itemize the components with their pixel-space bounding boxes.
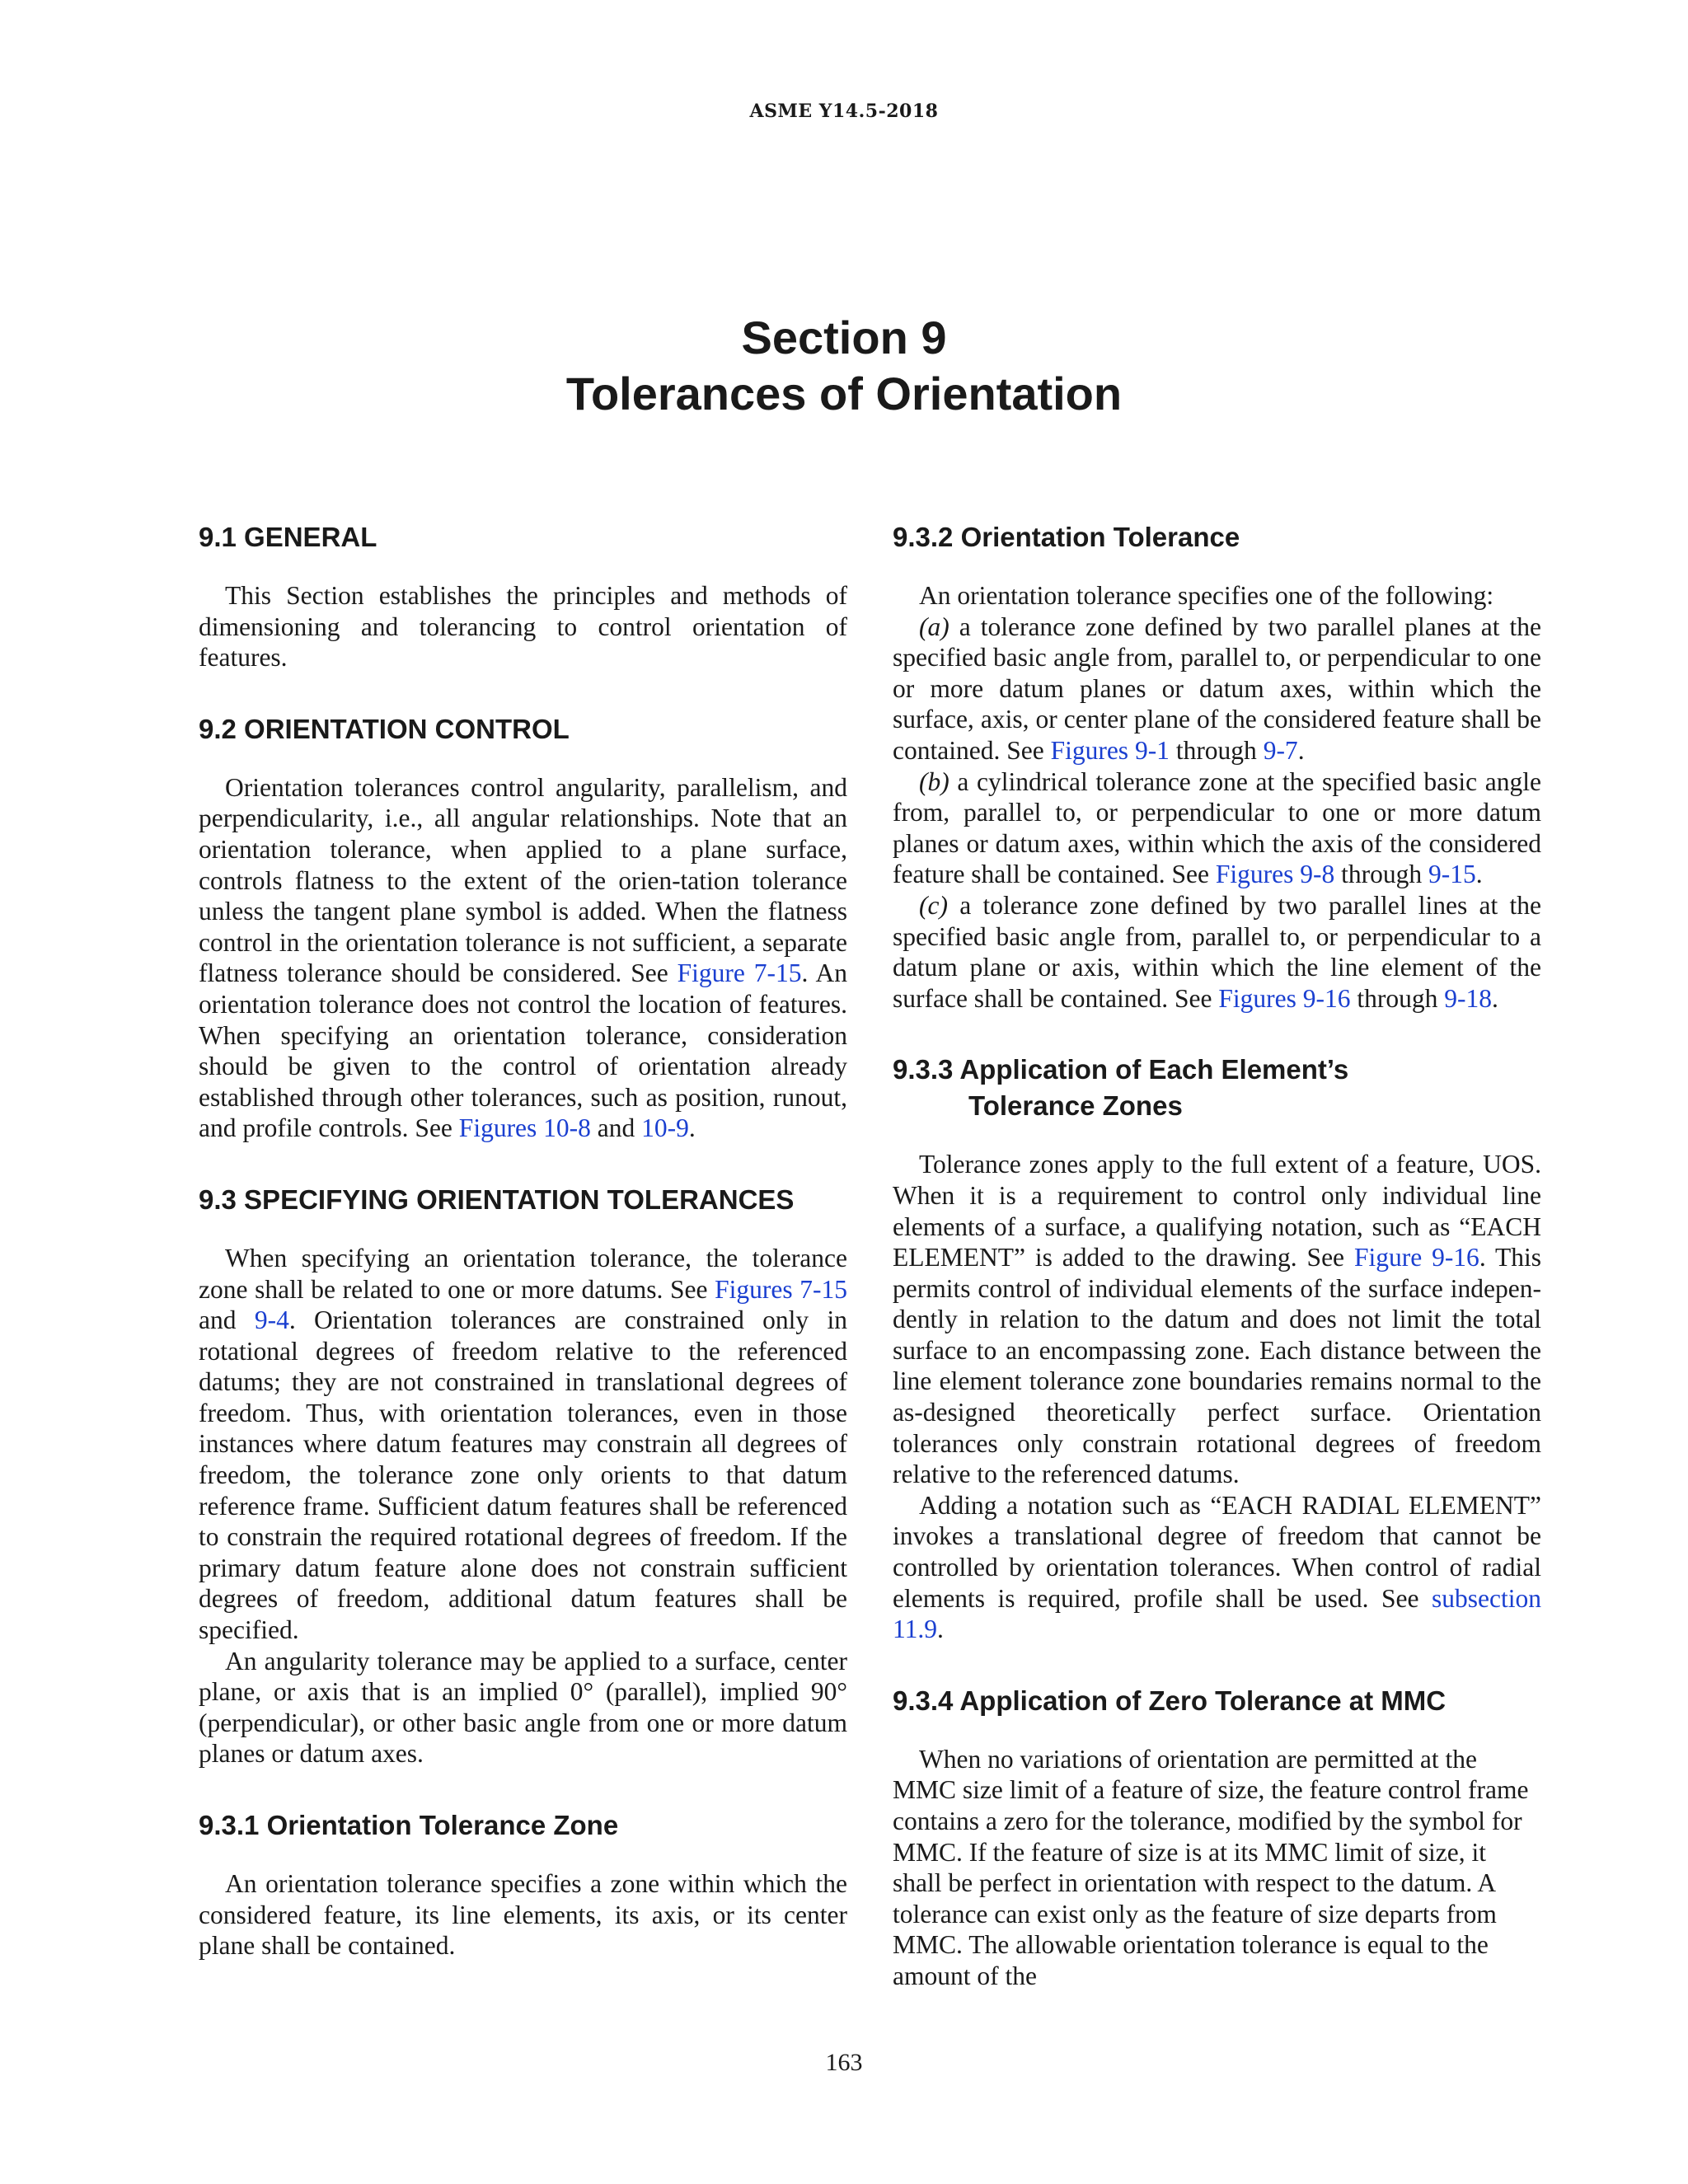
- text-run: When specifying an orientation tolerance, the tolerance zone shall be related to one or more datums. See: [199, 1243, 847, 1304]
- figure-9-8-link[interactable]: Figures 9-8: [1215, 860, 1335, 889]
- item-label: (b): [919, 766, 950, 796]
- text-run: through: [1334, 860, 1428, 889]
- text-run: . This permits control of individual elements of the surface indepen-dently in relation to the datum and does not limit the total surface to an encompassing zone. Each distance between the line element tolerance zone boundaries remains normal to the as-designed theoretically perfect surface. Orientation tolerances only constrain rotational degrees of freedom relative to the referenced datums.: [893, 1243, 1542, 1489]
- heading-9-3-3: [893, 1052, 1541, 1124]
- section-title: [0, 310, 1688, 422]
- list-item-c: [893, 890, 1541, 1014]
- section-subtitle: Tolerances of Orientation: [565, 368, 1123, 419]
- left-column: [199, 519, 847, 1961]
- heading-9-3-2: 9.3.2 Orientation Tolerance: [893, 522, 1240, 552]
- paragraph-9-2: [199, 772, 847, 1144]
- paragraph-9-3: [199, 1243, 847, 1646]
- paragraph-9-3-angularity: An angularity tolerance may be applied to a surface, center plane, or axis that is an implied 0° (parallel), implied 90° (perpendicular), or other basic angle from one or more datum planes or datum axes.: [199, 1646, 847, 1769]
- paragraph-9-3-3: [893, 1149, 1541, 1490]
- section-number: Section 9: [741, 312, 947, 363]
- heading-line: Tolerance Zones: [968, 1090, 1183, 1122]
- text-run: and: [590, 1113, 642, 1143]
- paragraph-9-3-3-radial: [893, 1490, 1541, 1645]
- subsection-11-9-link[interactable]: subsection 11.9: [893, 1583, 1541, 1644]
- figure-9-16-link[interactable]: Figure 9-16: [1353, 1243, 1479, 1272]
- text-run: . Orientation tolerances are constrained only in rotational degrees of freedom relative to the referenced datums; they are not constrained in translational degrees of freedom. Thus, with orientation tolerances, even in those instances where datum features may constrain all degrees of freedom, the tolerance zone only orients to that datum reference frame. Sufficient datum features shall be referenced to constrain the required rotational degrees of freedom. If the primary datum feature alone does not constrain sufficient degrees of freedom, additional datum features shall be specified.: [199, 1305, 847, 1645]
- figure-10-9-link[interactable]: 10-9: [641, 1113, 689, 1143]
- list-item-a: [893, 612, 1541, 766]
- text-run: through: [1169, 735, 1264, 765]
- figure-9-15-link[interactable]: 9-15: [1428, 860, 1476, 889]
- item-label: (a): [919, 612, 950, 641]
- figure-9-7-link[interactable]: 9-7: [1263, 735, 1298, 765]
- text-run: a tolerance zone defined by two parallel lines at the specified basic angle from, parallel to, or perpendicular to a datum plane or axis, within which the line element of the surface shall be contained. See: [893, 890, 1541, 1013]
- figure-10-8-link[interactable]: Figures 10-8: [458, 1113, 591, 1143]
- figure-9-16-link[interactable]: Figures 9-16: [1218, 983, 1351, 1013]
- text-run: .: [1475, 860, 1483, 889]
- text-run: .: [1491, 983, 1498, 1013]
- text-run: .: [688, 1113, 696, 1143]
- paragraph-9-3-2-intro: An orientation tolerance specifies one of the following:: [919, 581, 1494, 610]
- heading-line: 9.3.3 Application of Each Element’s: [893, 1054, 1349, 1085]
- paragraph-9-3-4: When no variations of orientation are permitted at the MMC size limit of a feature of size, the feature control frame contains a zero for the tolerance, modified by the symbol for MMC. If the feature of size is at its MMC limit of size, it shall be perfect in orientation with respect to the datum. A tolerance can exist only as the feature of size departs from MMC. The allowable orientation tolerance is equal to the amount of the: [893, 1744, 1529, 1990]
- heading-9-2: 9.2 ORIENTATION CONTROL: [199, 713, 570, 744]
- heading-9-3-4: 9.3.4 Application of Zero Tolerance at MMC: [893, 1685, 1447, 1716]
- right-column: [893, 519, 1541, 1992]
- list-item-b: [893, 766, 1541, 890]
- figure-7-15-link[interactable]: Figure 7-15: [677, 958, 802, 988]
- text-run: .: [936, 1615, 944, 1644]
- heading-9-3: 9.3 SPECIFYING ORIENTATION TOLERANCES: [199, 1183, 795, 1215]
- heading-9-1: 9.1 GENERAL: [199, 522, 377, 552]
- figure-9-4-link[interactable]: 9-4: [254, 1305, 289, 1335]
- text-run: a tolerance zone defined by two parallel planes at the specified basic angle from, parallel to, or perpendicular to one or more datum planes or datum axes, within which the surface, axis, or center plane of the considered feature shall be contained. See: [893, 612, 1541, 765]
- text-run: a cylindrical tolerance zone at the specified basic angle from, parallel to, or perpendicular to one or more datum planes or datum axes, within which the axis of the considered feature shall be contained. See: [893, 766, 1541, 889]
- text-run: .: [1297, 735, 1305, 765]
- text-run: Tolerance zones apply to the full extent of a feature, UOS. When it is a requirement to control only individual line elements of a surface, a qualifying notation, such as “EACH ELEMENT” is added to the drawing. See: [893, 1150, 1541, 1272]
- running-head: ASME Y14.5-2018: [749, 101, 939, 122]
- item-label: (c): [919, 890, 948, 920]
- text-run: . An orientation tolerance does not control the location of features. When specifying an orientation tolerance, consideration should be given to the control of orientation already established through other tolerances, such as position, runout, and profile controls. See: [199, 958, 848, 1143]
- heading-9-3-1: 9.3.1 Orientation Tolerance Zone: [199, 1810, 619, 1840]
- figure-7-15-link[interactable]: Figures 7-15: [715, 1274, 847, 1304]
- text-run: Orientation tolerances control angularity, parallelism, and perpendicularity, i.e., all angular relationships. Note that an orientation tolerance, when applied to a plane surface, controls flatness to the extent of the orien-tation tolerance unless the tangent plane symbol is added. When the flatness control in the orientation tolerance is not sufficient, a separate flatness tolerance should be considered. See: [199, 772, 847, 988]
- figure-9-1-link[interactable]: Figures 9-1: [1050, 735, 1170, 765]
- text-run: and: [199, 1305, 255, 1335]
- paragraph-9-1: This Section establishes the principles and methods of dimensioning and tolerancing to control orientation of features.: [199, 581, 847, 673]
- paragraph-9-3-1: An orientation tolerance specifies a zone within which the considered feature, its line elements, its axis, or its center plane shall be contained.: [199, 1869, 847, 1961]
- text-run: through: [1350, 983, 1445, 1013]
- figure-9-18-link[interactable]: 9-18: [1444, 983, 1492, 1013]
- text-run: Adding a notation such as “EACH RADIAL ELEMENT” invokes a translational degree of freedom that cannot be controlled by orientation tolerances. When control of radial elements is required, profile shall be used. See: [893, 1490, 1541, 1613]
- page-number: 163: [825, 2049, 863, 2076]
